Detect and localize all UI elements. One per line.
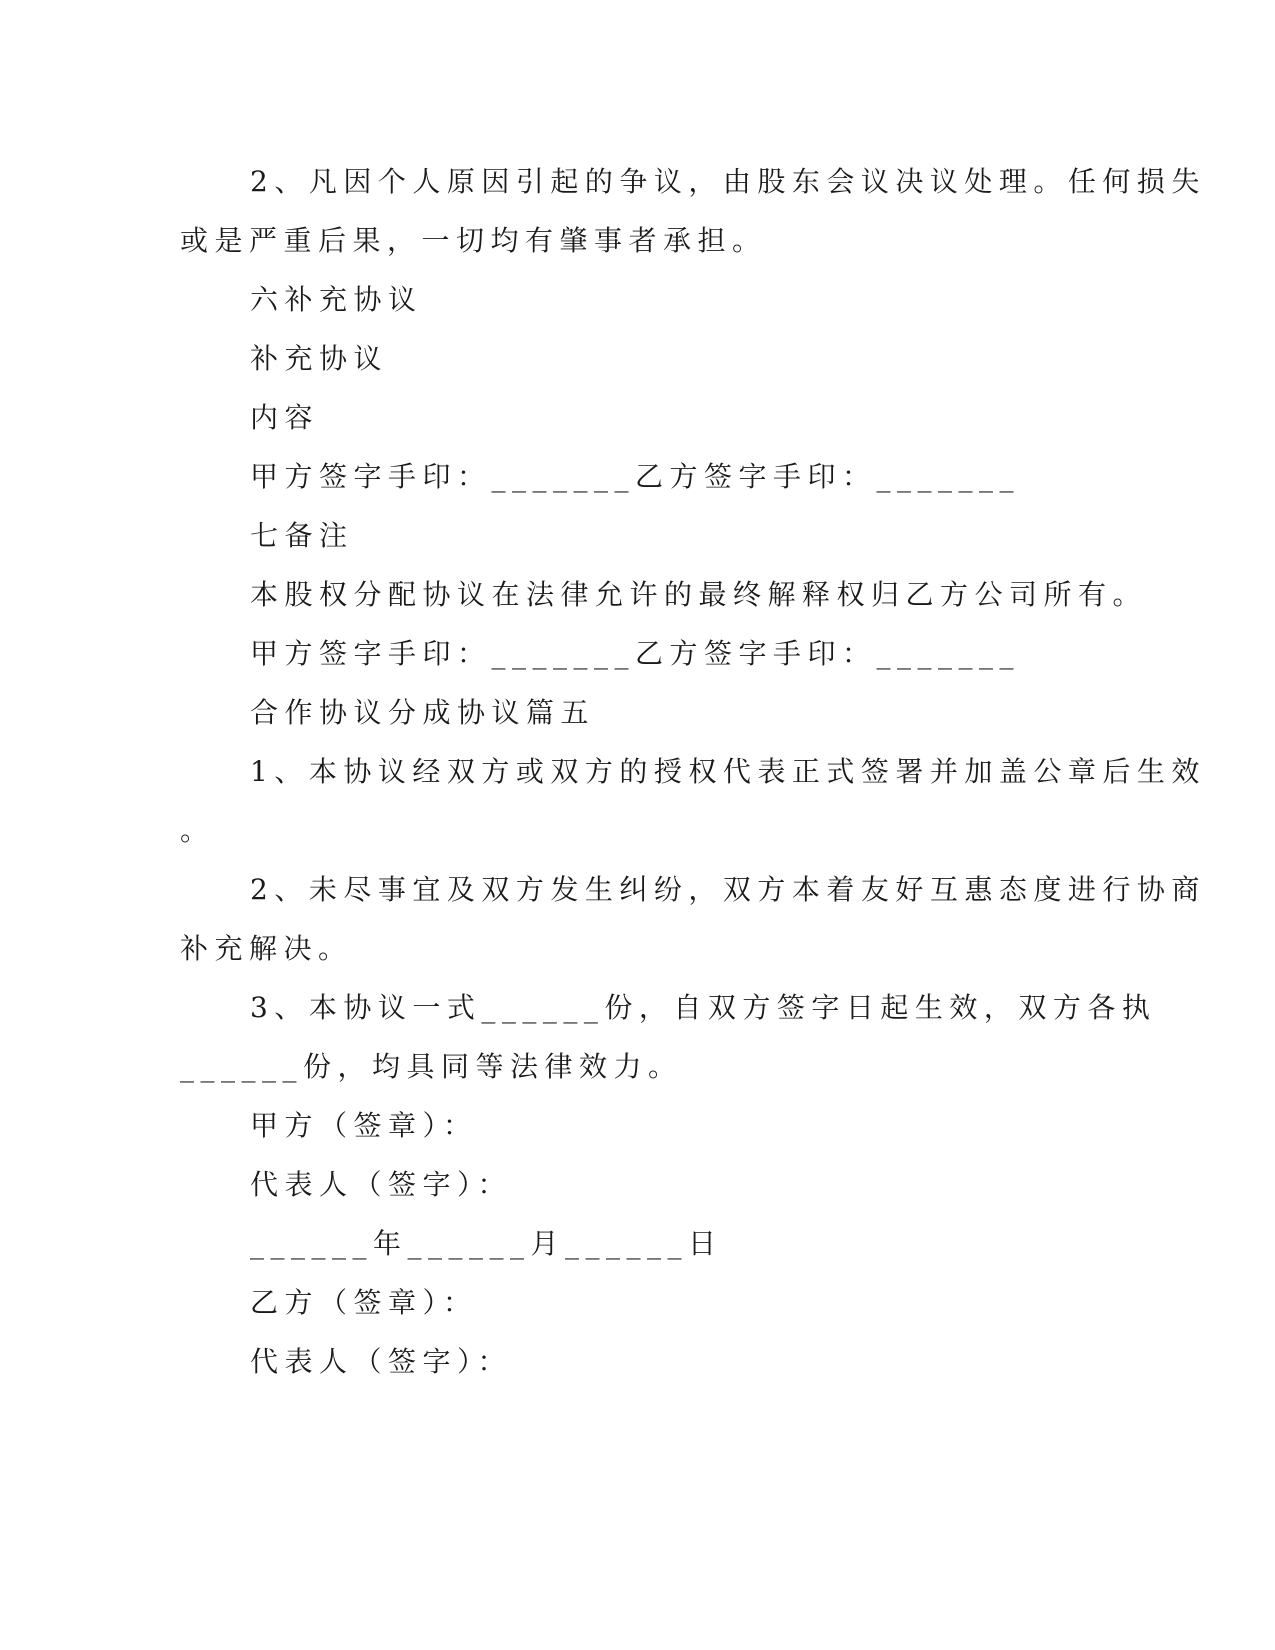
clause-3-copies: 3、本协议一式______份，自双方签字日起生效，双方各执 xyxy=(250,991,1157,1024)
party-b-representative-label: 代表人（签字）： xyxy=(250,1345,513,1378)
signature-line-2: 甲方签字手印：_______乙方签字手印：_______ xyxy=(250,637,1021,670)
notes-interpretation: 本股权分配协议在法律允许的最终解释权归乙方公司所有。 xyxy=(250,578,1148,611)
paragraph-dispute-clause-cont: 或是严重后果，一切均有肇事者承担。 xyxy=(180,224,767,257)
clause-3-copies-cont: ______份，均具同等法律效力。 xyxy=(180,1050,683,1083)
section-heading-supplement: 六补充协议 xyxy=(250,283,423,316)
supplement-content-label: 内容 xyxy=(250,401,320,434)
signature-line-1: 甲方签字手印：_______乙方签字手印：_______ xyxy=(250,460,1021,493)
party-a-seal-label: 甲方（签章）： xyxy=(250,1109,478,1142)
section-heading-part-five: 合作协议分成协议篇五 xyxy=(250,696,596,729)
clause-1-effect-cont: 。 xyxy=(180,814,215,847)
paragraph-dispute-clause: 2、凡因个人原因引起的争议，由股东会议决议处理。任何损失 xyxy=(250,165,1206,198)
clause-2-disputes-cont: 补充解决。 xyxy=(180,932,353,965)
party-a-representative-label: 代表人（签字）： xyxy=(250,1168,513,1201)
party-b-seal-label: 乙方（签章）： xyxy=(250,1286,478,1319)
clause-2-disputes: 2、未尽事宜及双方发生纠纷，双方本着友好互惠态度进行协商 xyxy=(250,873,1206,906)
section-heading-notes: 七备注 xyxy=(250,519,354,552)
date-line: ______年______月______日 xyxy=(250,1227,723,1260)
clause-1-effect: 1、本协议经双方或双方的授权代表正式签署并加盖公章后生效 xyxy=(250,755,1206,788)
supplement-title: 补充协议 xyxy=(250,342,389,375)
